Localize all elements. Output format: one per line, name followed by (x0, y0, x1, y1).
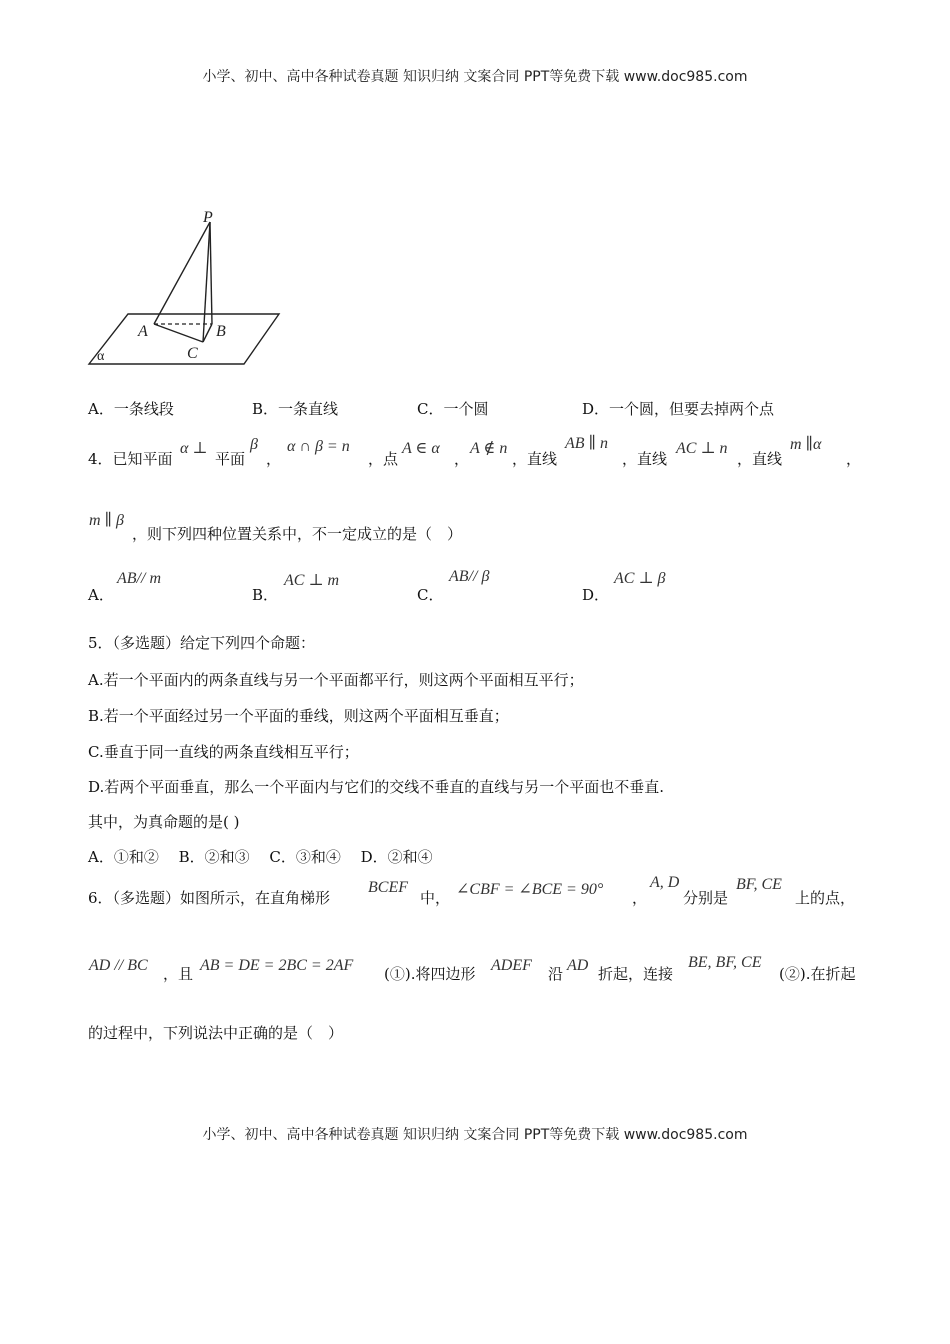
q5-statement-d: D.若两个平面垂直，那么一个平面内与它们的交线不垂直的直线与另一个平面也不垂直. (88, 778, 665, 796)
q4-option-c-label: C． (417, 586, 444, 604)
q6-math-6: AB = DE = 2BC = 2AF (200, 957, 354, 974)
label-A: A (138, 323, 148, 340)
pyramid-figure (86, 206, 286, 370)
q4-math-5: A ∉ n (470, 440, 508, 457)
q6-math-1: BCEF (368, 879, 408, 896)
q4-text-7: ，直线 (622, 450, 668, 468)
q6-math-3: A, D (650, 874, 680, 891)
q3-option-a: A．一条线段 (88, 400, 174, 418)
q6-text-6: ，且 (163, 965, 194, 983)
q4-text-4: ，点 (368, 450, 399, 468)
q4-text-10: ，则下列四种位置关系中，不一定成立的是（ ） (132, 525, 463, 543)
label-P: P (203, 209, 213, 226)
q4-math-9: m ∥ β (89, 512, 124, 529)
q5-stem: 5．（多选题）给定下列四个命题： (88, 634, 316, 652)
q6-math-8: AD (567, 957, 589, 974)
q6-text-5: 上的点， (795, 889, 856, 907)
edge-AC (154, 324, 203, 342)
q4-text-2: 平面 (215, 450, 246, 468)
q4-math-8: m ∥α (790, 436, 822, 453)
q5-question: 其中，为真命题的是( ) (88, 813, 240, 831)
q4-option-a-label: A． (88, 586, 114, 604)
page-header: 小学、初中、高中各种试卷真题 知识归纳 文案合同 PPT等免费下载 www.doc985.com (202, 69, 748, 85)
page-footer: 小学、初中、高中各种试卷真题 知识归纳 文案合同 PPT等免费下载 www.doc985.com (202, 1127, 748, 1143)
q6-text-9: 折起，连接 (598, 965, 674, 983)
q6-text-7: (①).将四边形 (384, 965, 476, 983)
q4-option-c-math: AB// β (449, 568, 490, 585)
q4-text-1: 4．已知平面 (88, 450, 173, 468)
edge-PB (210, 222, 212, 324)
q6-math-5: AD // BC (89, 957, 148, 974)
q4-math-7: AC ⊥ n (676, 440, 728, 457)
q4-text-8: ，直线 (737, 450, 783, 468)
label-alpha: α (97, 349, 105, 364)
q5-statement-b: B.若一个平面经过另一个平面的垂线，则这两个平面相互垂直； (88, 707, 509, 725)
q4-option-d-math: AC ⊥ β (614, 570, 666, 587)
q5-options: A．①和② B．②和③ C．③和④ D．②和④ (88, 848, 433, 866)
q3-option-d: D．一个圆，但要去掉两个点 (582, 400, 775, 418)
q4-option-a-math: AB// m (117, 570, 161, 587)
q4-text-9: ， (846, 450, 862, 468)
q6-text-8: 沿 (548, 965, 564, 983)
q6-text-11: 的过程中，下列说法中正确的是（ ） (88, 1024, 344, 1042)
q4-math-1: α ⊥ (180, 440, 208, 457)
label-C: C (187, 345, 198, 362)
q6-math-7: ADEF (491, 957, 532, 974)
q4-text-6: ，直线 (512, 450, 558, 468)
q6-text-3: ， (632, 889, 648, 907)
q4-option-b-math: AC ⊥ m (284, 572, 340, 589)
q4-math-3: α ∩ β = n (287, 438, 350, 455)
q4-text-5: ， (454, 450, 470, 468)
plane-alpha (89, 314, 279, 364)
q4-option-d-label: D． (582, 586, 610, 604)
q3-option-c: C．一个圆 (417, 400, 489, 418)
q5-statement-c: C.垂直于同一直线的两条直线相互平行； (88, 743, 359, 761)
q5-statement-a: A.若一个平面内的两条直线与另一个平面都平行，则这两个平面相互平行； (88, 671, 584, 689)
q6-math-2: ∠CBF = ∠BCE = 90° (456, 881, 604, 898)
q6-math-9: BE, BF, CE (688, 954, 762, 971)
q4-math-4: A ∈ α (402, 440, 440, 457)
q4-math-2: β (250, 436, 258, 453)
q4-option-b-label: B． (252, 586, 279, 604)
q6-text-4: 分别是 (683, 889, 729, 907)
q4-text-3: ， (266, 450, 282, 468)
label-B: B (216, 323, 226, 340)
q6-math-4: BF, CE (736, 876, 782, 893)
q4-math-6: AB ∥ n (565, 435, 608, 452)
edge-PA (154, 222, 210, 324)
q6-text-10: (②).在折起 (779, 965, 856, 983)
q6-text-1: 6．（多选题）如图所示，在直角梯形 (88, 889, 331, 907)
q3-option-b: B．一条直线 (252, 400, 339, 418)
q6-text-2: 中， (420, 889, 451, 907)
